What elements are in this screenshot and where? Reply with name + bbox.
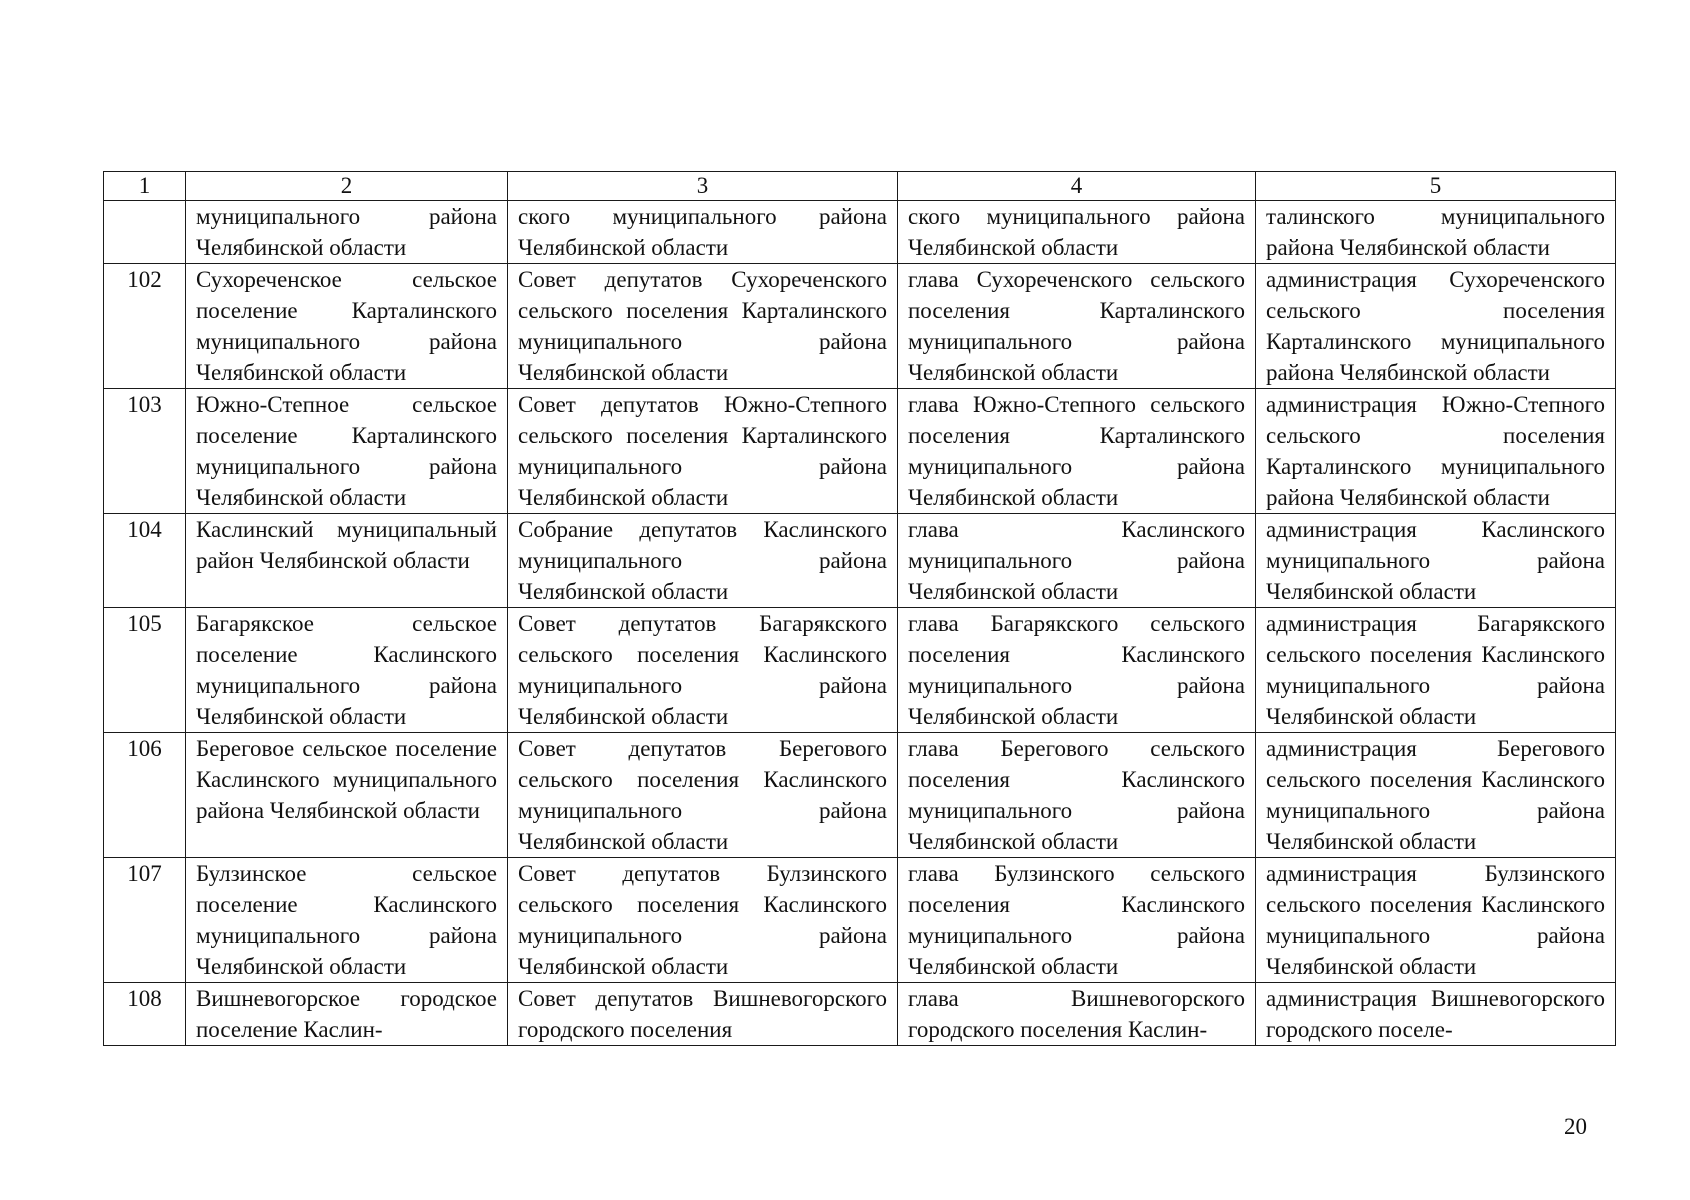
- head-cell: глава Каслинского муниципального района Челябинской области: [898, 514, 1256, 608]
- row-number: 103: [104, 389, 186, 514]
- municipality-cell: Каслинский муниципальный район Челябинской области: [186, 514, 508, 608]
- row-number: [104, 201, 186, 264]
- table-row: [104, 983, 1616, 1046]
- representative-body-cell: Собрание депутатов Каслинского муниципального района Челябинской области: [508, 514, 898, 608]
- municipality-cell: Южно-Степное сельское поселение Карталинского муниципального района Челябинской области: [186, 389, 508, 514]
- row-number: 102: [104, 264, 186, 389]
- table-row: [104, 264, 1616, 389]
- representative-body-cell: Совет депутатов Вишневогорского городского поселения: [508, 983, 898, 1046]
- head-cell: глава Вишневогорского городского поселения Каслин-: [898, 983, 1256, 1046]
- table-row: [104, 389, 1616, 514]
- head-cell: глава Берегового сельского поселения Каслинского муниципального района Челябинской области: [898, 733, 1256, 858]
- column-header-1: 1: [104, 172, 186, 201]
- row-number: 107: [104, 858, 186, 983]
- row-number: 104: [104, 514, 186, 608]
- administration-cell: администрация Каслинского муниципального района Челябинской области: [1256, 514, 1616, 608]
- table-row: [104, 201, 1616, 264]
- representative-body-cell: Совет депутатов Булзинского сельского поселения Каслинского муниципального района Челябинской области: [508, 858, 898, 983]
- legal-table: [103, 171, 1616, 1046]
- municipality-cell: Булзинское сельское поселение Каслинского муниципального района Челябинской области: [186, 858, 508, 983]
- administration-cell: администрация Берегового сельского поселения Каслинского муниципального района Челябинской области: [1256, 733, 1616, 858]
- column-header-2: 2: [186, 172, 508, 201]
- head-cell: глава Булзинского сельского поселения Каслинского муниципального района Челябинской области: [898, 858, 1256, 983]
- administration-cell: администрация Сухореченского сельского поселения Карталинского муниципального района Челябинской области: [1256, 264, 1616, 389]
- row-number: 108: [104, 983, 186, 1046]
- table-row: [104, 514, 1616, 608]
- municipality-cell: Вишневогорское городское поселение Каслин-: [186, 983, 508, 1046]
- municipality-cell: Береговое сельское поселение Каслинского муниципального района Челябинской области: [186, 733, 508, 858]
- row-number: 105: [104, 608, 186, 733]
- page-number: 20: [1564, 1114, 1587, 1139]
- administration-cell: администрация Булзинского сельского поселения Каслинского муниципального района Челябинской области: [1256, 858, 1616, 983]
- administration-cell: администрация Южно-Степного сельского поселения Карталинского муниципального района Челябинской области: [1256, 389, 1616, 514]
- municipality-cell: муниципального района Челябинской области: [186, 201, 508, 264]
- row-number: 106: [104, 733, 186, 858]
- representative-body-cell: ского муниципального района Челябинской области: [508, 201, 898, 264]
- column-header-3: 3: [508, 172, 898, 201]
- column-header-5: 5: [1256, 172, 1616, 201]
- head-cell: глава Сухореченского сельского поселения Карталинского муниципального района Челябинской области: [898, 264, 1256, 389]
- header-row: [104, 172, 1616, 201]
- column-header-4: 4: [898, 172, 1256, 201]
- head-cell: глава Южно-Степного сельского поселения Карталинского муниципального района Челябинской области: [898, 389, 1256, 514]
- administration-cell: администрация Багарякского сельского поселения Каслинского муниципального района Челябинской области: [1256, 608, 1616, 733]
- administration-cell: администрация Вишневогорского городского поселе-: [1256, 983, 1616, 1046]
- municipality-cell: Сухореченское сельское поселение Карталинского муниципального района Челябинской области: [186, 264, 508, 389]
- municipality-cell: Багарякское сельское поселение Каслинского муниципального района Челябинской области: [186, 608, 508, 733]
- representative-body-cell: Совет депутатов Сухореченского сельского поселения Карталинского муниципального района Челябинской области: [508, 264, 898, 389]
- table-row: [104, 733, 1616, 858]
- table-row: [104, 858, 1616, 983]
- head-cell: ского муниципального района Челябинской области: [898, 201, 1256, 264]
- representative-body-cell: Совет депутатов Берегового сельского поселения Каслинского муниципального района Челябинской области: [508, 733, 898, 858]
- administration-cell: талинского муниципального района Челябинской области: [1256, 201, 1616, 264]
- representative-body-cell: Совет депутатов Багарякского сельского поселения Каслинского муниципального района Челябинской области: [508, 608, 898, 733]
- head-cell: глава Багарякского сельского поселения Каслинского муниципального района Челябинской области: [898, 608, 1256, 733]
- representative-body-cell: Совет депутатов Южно-Степного сельского поселения Карталинского муниципального района Челябинской области: [508, 389, 898, 514]
- table-row: [104, 608, 1616, 733]
